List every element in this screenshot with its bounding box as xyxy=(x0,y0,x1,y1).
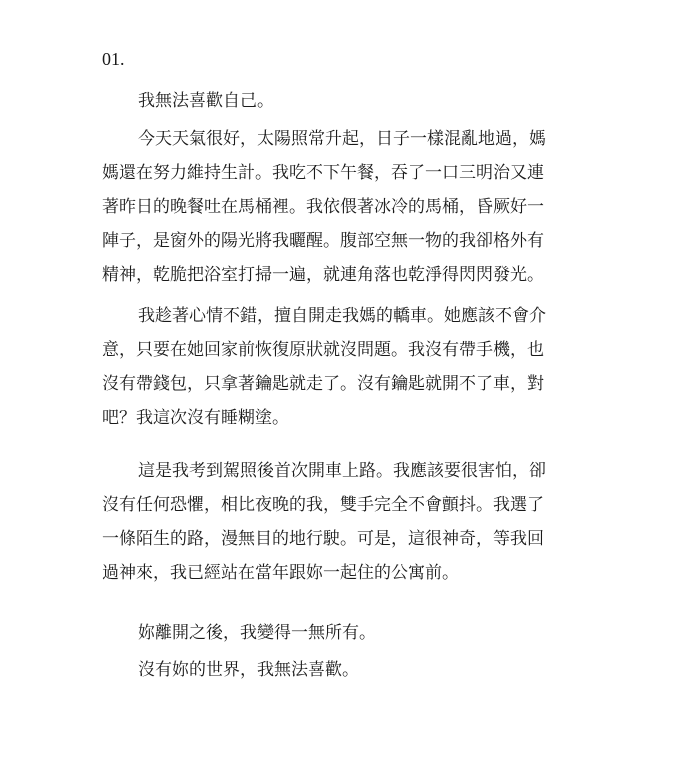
paragraph-5-line-1: 妳離開之後，我變得一無所有。 xyxy=(138,623,376,643)
paragraph-2-line-2: 媽還在努力維持生計。我吃不下午餐，吞了一口三明治又連 xyxy=(102,163,544,183)
paragraph-2-line-1: 今天天氣很好，太陽照常升起，日子一樣混亂地過，媽 xyxy=(138,129,546,149)
paragraph-4-line-1: 這是我考到駕照後首次開車上路。我應該要很害怕，卻 xyxy=(138,461,546,481)
paragraph-2-line-3: 著昨日的晚餐吐在馬桶裡。我依偎著冰冷的馬桶，昏厥好一 xyxy=(102,197,544,217)
paragraph-3-line-2: 意，只要在她回家前恢復原狀就沒問題。我沒有帶手機，也 xyxy=(102,340,544,360)
paragraph-4-line-3: 一條陌生的路，漫無目的地行駛。可是，這很神奇，等我回 xyxy=(102,529,544,549)
paragraph-6-line-1: 沒有妳的世界，我無法喜歡。 xyxy=(138,660,359,680)
paragraph-4-line-4: 過神來，我已經站在當年跟妳一起住的公寓前。 xyxy=(102,563,459,583)
paragraph-4-line-2: 沒有任何恐懼，相比夜晚的我，雙手完全不會顫抖。我選了 xyxy=(102,495,544,515)
paragraph-3-line-4: 吧？我這次沒有睡糊塗。 xyxy=(102,408,289,428)
paragraph-1-line-1: 我無法喜歡自己。 xyxy=(138,91,274,111)
paragraph-2-line-4: 陣子，是窗外的陽光將我曬醒。腹部空無一物的我卻格外有 xyxy=(102,231,544,251)
chapter-number: 01. xyxy=(102,49,125,69)
paragraph-2-line-5: 精神，乾脆把浴室打掃一遍，就連角落也乾淨得閃閃發光。 xyxy=(102,265,544,285)
paragraph-3-line-3: 沒有帶錢包，只拿著鑰匙就走了。沒有鑰匙就開不了車，對 xyxy=(102,374,544,394)
paragraph-3-line-1: 我趁著心情不錯，擅自開走我媽的轎車。她應該不會介 xyxy=(138,306,546,326)
